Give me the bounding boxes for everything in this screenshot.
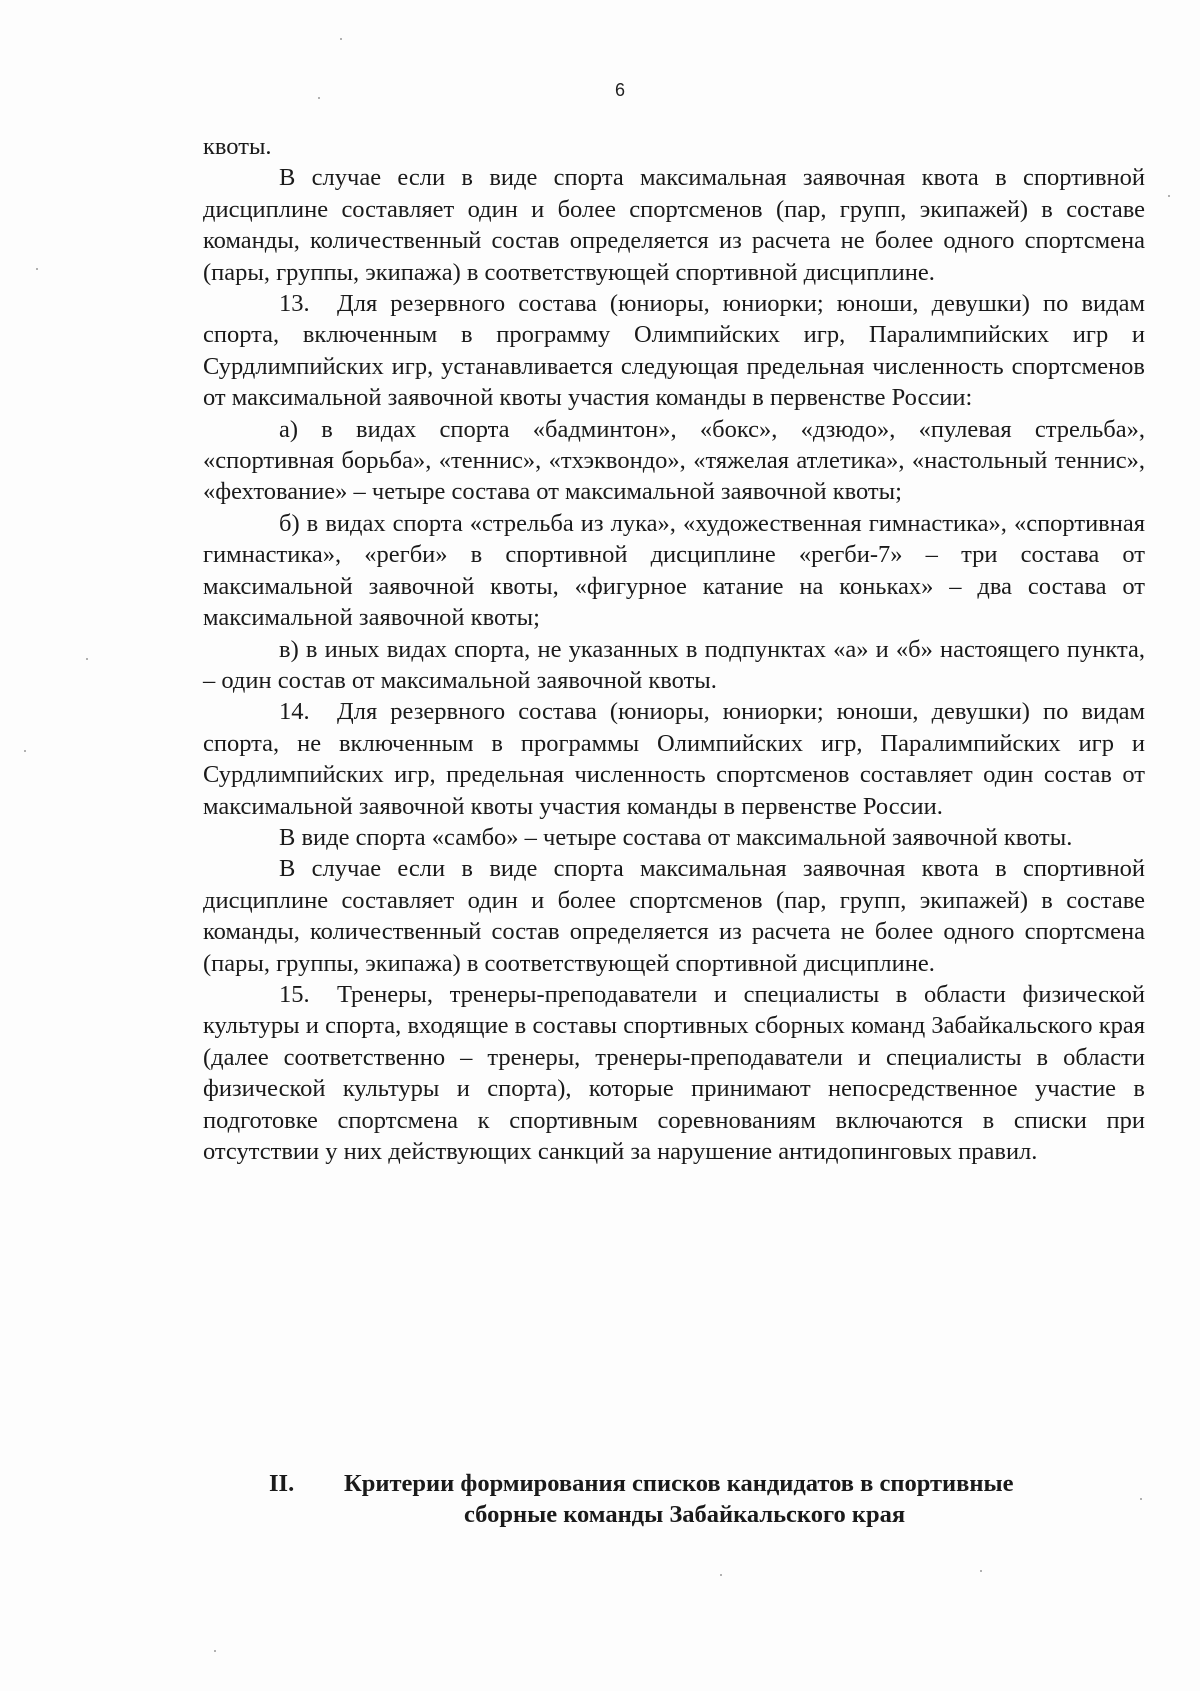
scan-speck xyxy=(1168,195,1170,197)
item-number-13: 13. xyxy=(279,290,310,318)
paragraph-13a: а) в видах спорта «бадминтон», «бокс», «дзюдо», «пулевая стрельба», «спортивная борьба», «теннис», «тхэквондо», «тяжелая атлетика», «настольный теннис», «фехтование» – четыре состава от максимальной заявочной квоты; xyxy=(203,415,1145,506)
scan-speck xyxy=(24,750,26,752)
paragraph-13-text: Для резервного состава (юниоры, юниорки; юноши, девушки) по видам спорта, включенным в программу Олимпийских игр, Паралимпийских игр и Сурдлимпийских игр, устанавливается следующая предельная численность спортсменов от максимальной заявочной квоты участия команды в первенстве России: xyxy=(203,290,1145,412)
paragraph-13 xyxy=(203,288,1145,414)
section-number: II. xyxy=(269,1470,295,1497)
paragraph-14 xyxy=(203,696,1145,822)
scan-speck xyxy=(318,97,320,99)
page-number: 6 xyxy=(614,80,625,100)
paragraph-2: В случае если в виде спорта максимальная заявочная квота в спортивной дисциплине составляет один и более спортсменов (пар, групп, экипажей) в составе команды, количественный состав определяется из расчета не более одного спортсмена (пары, группы, экипажа) в соответствующей спортивной дисциплине. xyxy=(203,164,1145,286)
paragraph-13c: в) в иных видах спорта, не указанных в подпунктах «а» и «б» настоящего пункта, – один состав от максимальной заявочной квоты. xyxy=(203,635,1145,694)
item-number-15: 15. xyxy=(279,980,310,1008)
paragraph-14-text: Для резервного состава (юниоры, юниорки; юноши, девушки) по видам спорта, не включенным в программы Олимпийских игр, Паралимпийских игр и Сурдлимпийских игр, предельная численность спортсменов составляет один состав от максимальной заявочной квоты участия команды в первенстве России. xyxy=(203,698,1145,820)
scan-speck xyxy=(36,268,38,270)
scan-speck xyxy=(1140,1498,1142,1500)
paragraph-sambo: В виде спорта «самбо» – четыре состава от максимальной заявочной квоты. xyxy=(279,823,1073,851)
paragraph-15 xyxy=(203,979,1145,1167)
scan-speck xyxy=(340,38,342,40)
section-title-line-2: сборные команды Забайкальского края xyxy=(464,1501,906,1528)
scan-speck xyxy=(86,658,88,660)
section-title-line-1: Критерии формирования списков кандидатов в спортивные xyxy=(344,1470,1014,1497)
paragraph-1: квоты. xyxy=(203,133,272,160)
scan-speck xyxy=(214,1650,216,1652)
paragraph-13b: б) в видах спорта «стрельба из лука», «художественная гимнастика», «спортивная гимнастика», «регби» в спортивной дисциплине «регби-7» – три состава от максимальной заявочной квоты, «фигурное катание на коньках» – два состава от максимальной заявочной квоты; xyxy=(203,509,1145,632)
paragraph-15-text: Тренеры, тренеры-преподаватели и специалисты в области физической культуры и спорта, входящие в составы спортивных сборных команд Забайкальского края (далее соответственно – тренеры, тренеры-преподаватели и специалисты в области физической культуры и спорта), которые принимают непосредственное участие в подготовке спортсмена к спортивным соревнованиям включаются в списки при отсутствии у них действующих санкций за нарушение антидопинговых правил. xyxy=(203,980,1145,1165)
paragraph-quota-case: В случае если в виде спорта максимальная заявочная квота в спортивной дисциплине составляет один и более спортсменов (пар, групп, экипажей) в составе команды, количественный состав определяется из расчета не более одного спортсмена (пары, группы, экипажа) в соответствующей спортивной дисциплине. xyxy=(203,855,1145,977)
scan-speck xyxy=(720,1574,722,1576)
body-text xyxy=(203,131,1145,1167)
scan-speck xyxy=(980,1570,982,1572)
item-number-14: 14. xyxy=(279,698,310,726)
